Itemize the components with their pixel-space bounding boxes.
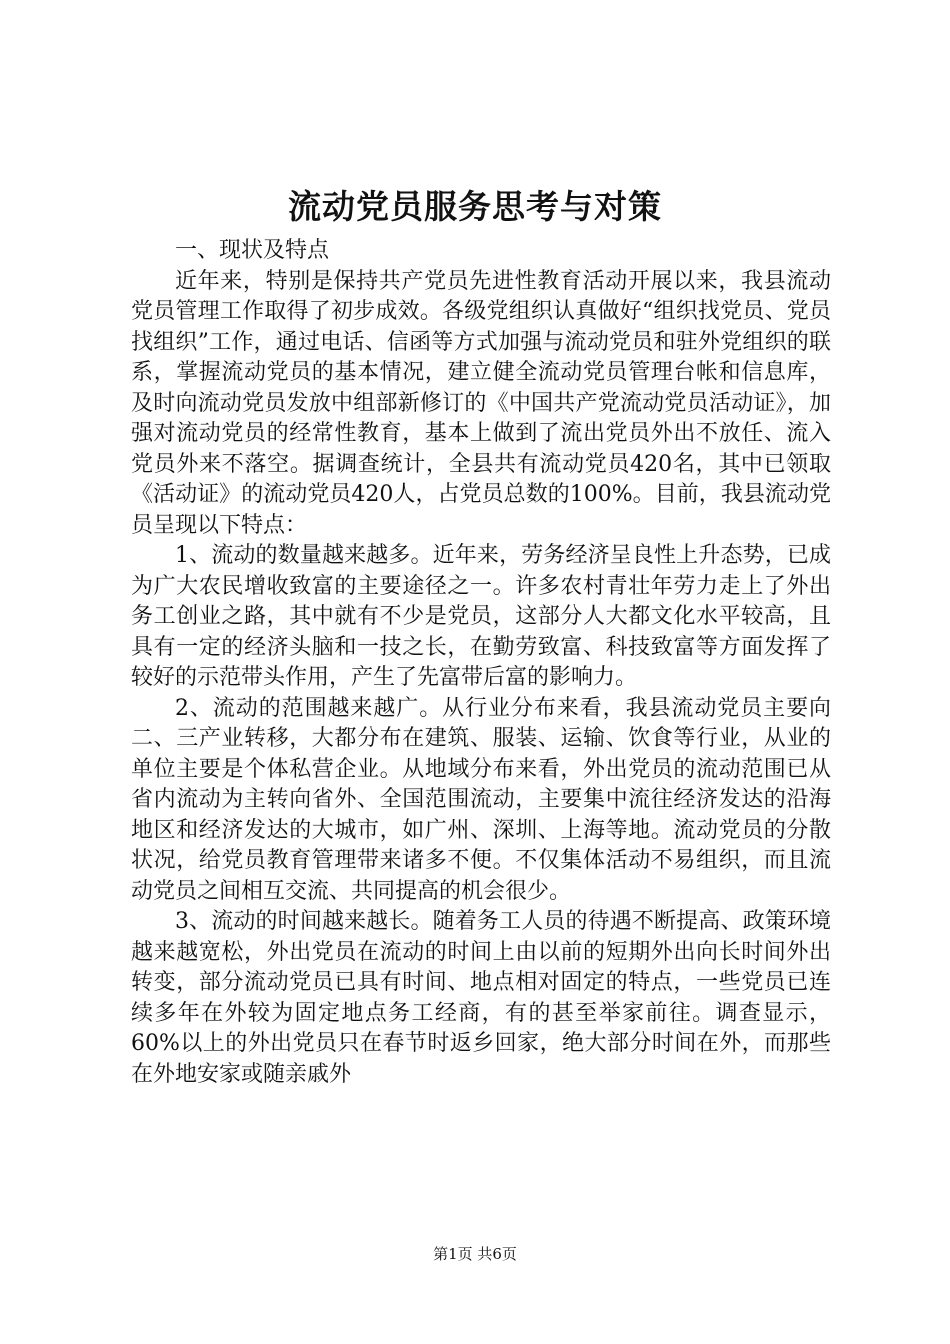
paragraph-point-3: 3、流动的时间越来越长。随着务工人员的待遇不断提高、政策环境越来越宽松，外出党员在流动的时间上由以前的短期外出向长时间外出转变，部分流动党员已具有时间、地点相对固定的特点，一些党员已连续多年在外较为固定地点务工经商，有的甚至举家前往。调查显示，60%以上的外出党员只在春节时返乡回家，绝大部分时间在外，而那些在外地安家或随亲戚外: [131, 909, 831, 1087]
paragraph-intro: 近年来，特别是保持共产党员先进性教育活动开展以来，我县流动党员管理工作取得了初步成效。各级党组织认真做好“组织找党员、党员找组织”工作，通过电话、信函等方式加强与流动党员和驻外党组织的联系，掌握流动党员的基本情况，建立健全流动党员管理台帐和信息库，及时向流动党员发放中组部新修订的《中国共产党流动党员活动证》，加强对流动党员的经常性教育，基本上做到了流出党员外出不放任、流入党员外来不落空。据调查统计，全县共有流动党员420名，其中已领取《活动证》的流动党员420人，占党员总数的100%。目前，我县流动党员呈现以下特点：: [131, 268, 831, 538]
page-number-footer: 第1页 共6页: [433, 1245, 517, 1263]
paragraph-point-1: 1、流动的数量越来越多。近年来，劳务经济呈良性上升态势，已成为广大农民增收致富的主要途径之一。许多农村青壮年劳力走上了外出务工创业之路，其中就有不少是党员，这部分人大都文化水平较高，且具有一定的经济头脑和一技之长，在勤劳致富、科技致富等方面发挥了较好的示范带头作用，产生了先富带后富的影响力。: [131, 543, 831, 690]
document-body: [131, 236, 831, 1090]
document-title: 流动党员服务思考与对策: [288, 187, 662, 226]
section-heading: 一、现状及特点: [175, 238, 330, 263]
paragraph-point-2: 2、流动的范围越来越广。从行业分布来看，我县流动党员主要向二、三产业转移，大都分布在建筑、服装、运输、饮食等行业，从业的单位主要是个体私营企业。从地域分布来看，外出党员的流动范围已从省内流动为主转向省外、全国范围流动，主要集中流往经济发达的沿海地区和经济发达的大城市，如广州、深圳、上海等地。流动党员的分散状况，给党员教育管理带来诸多不便。不仅集体活动不易组织，而且流动党员之间相互交流、共同提高的机会很少。: [131, 695, 831, 904]
